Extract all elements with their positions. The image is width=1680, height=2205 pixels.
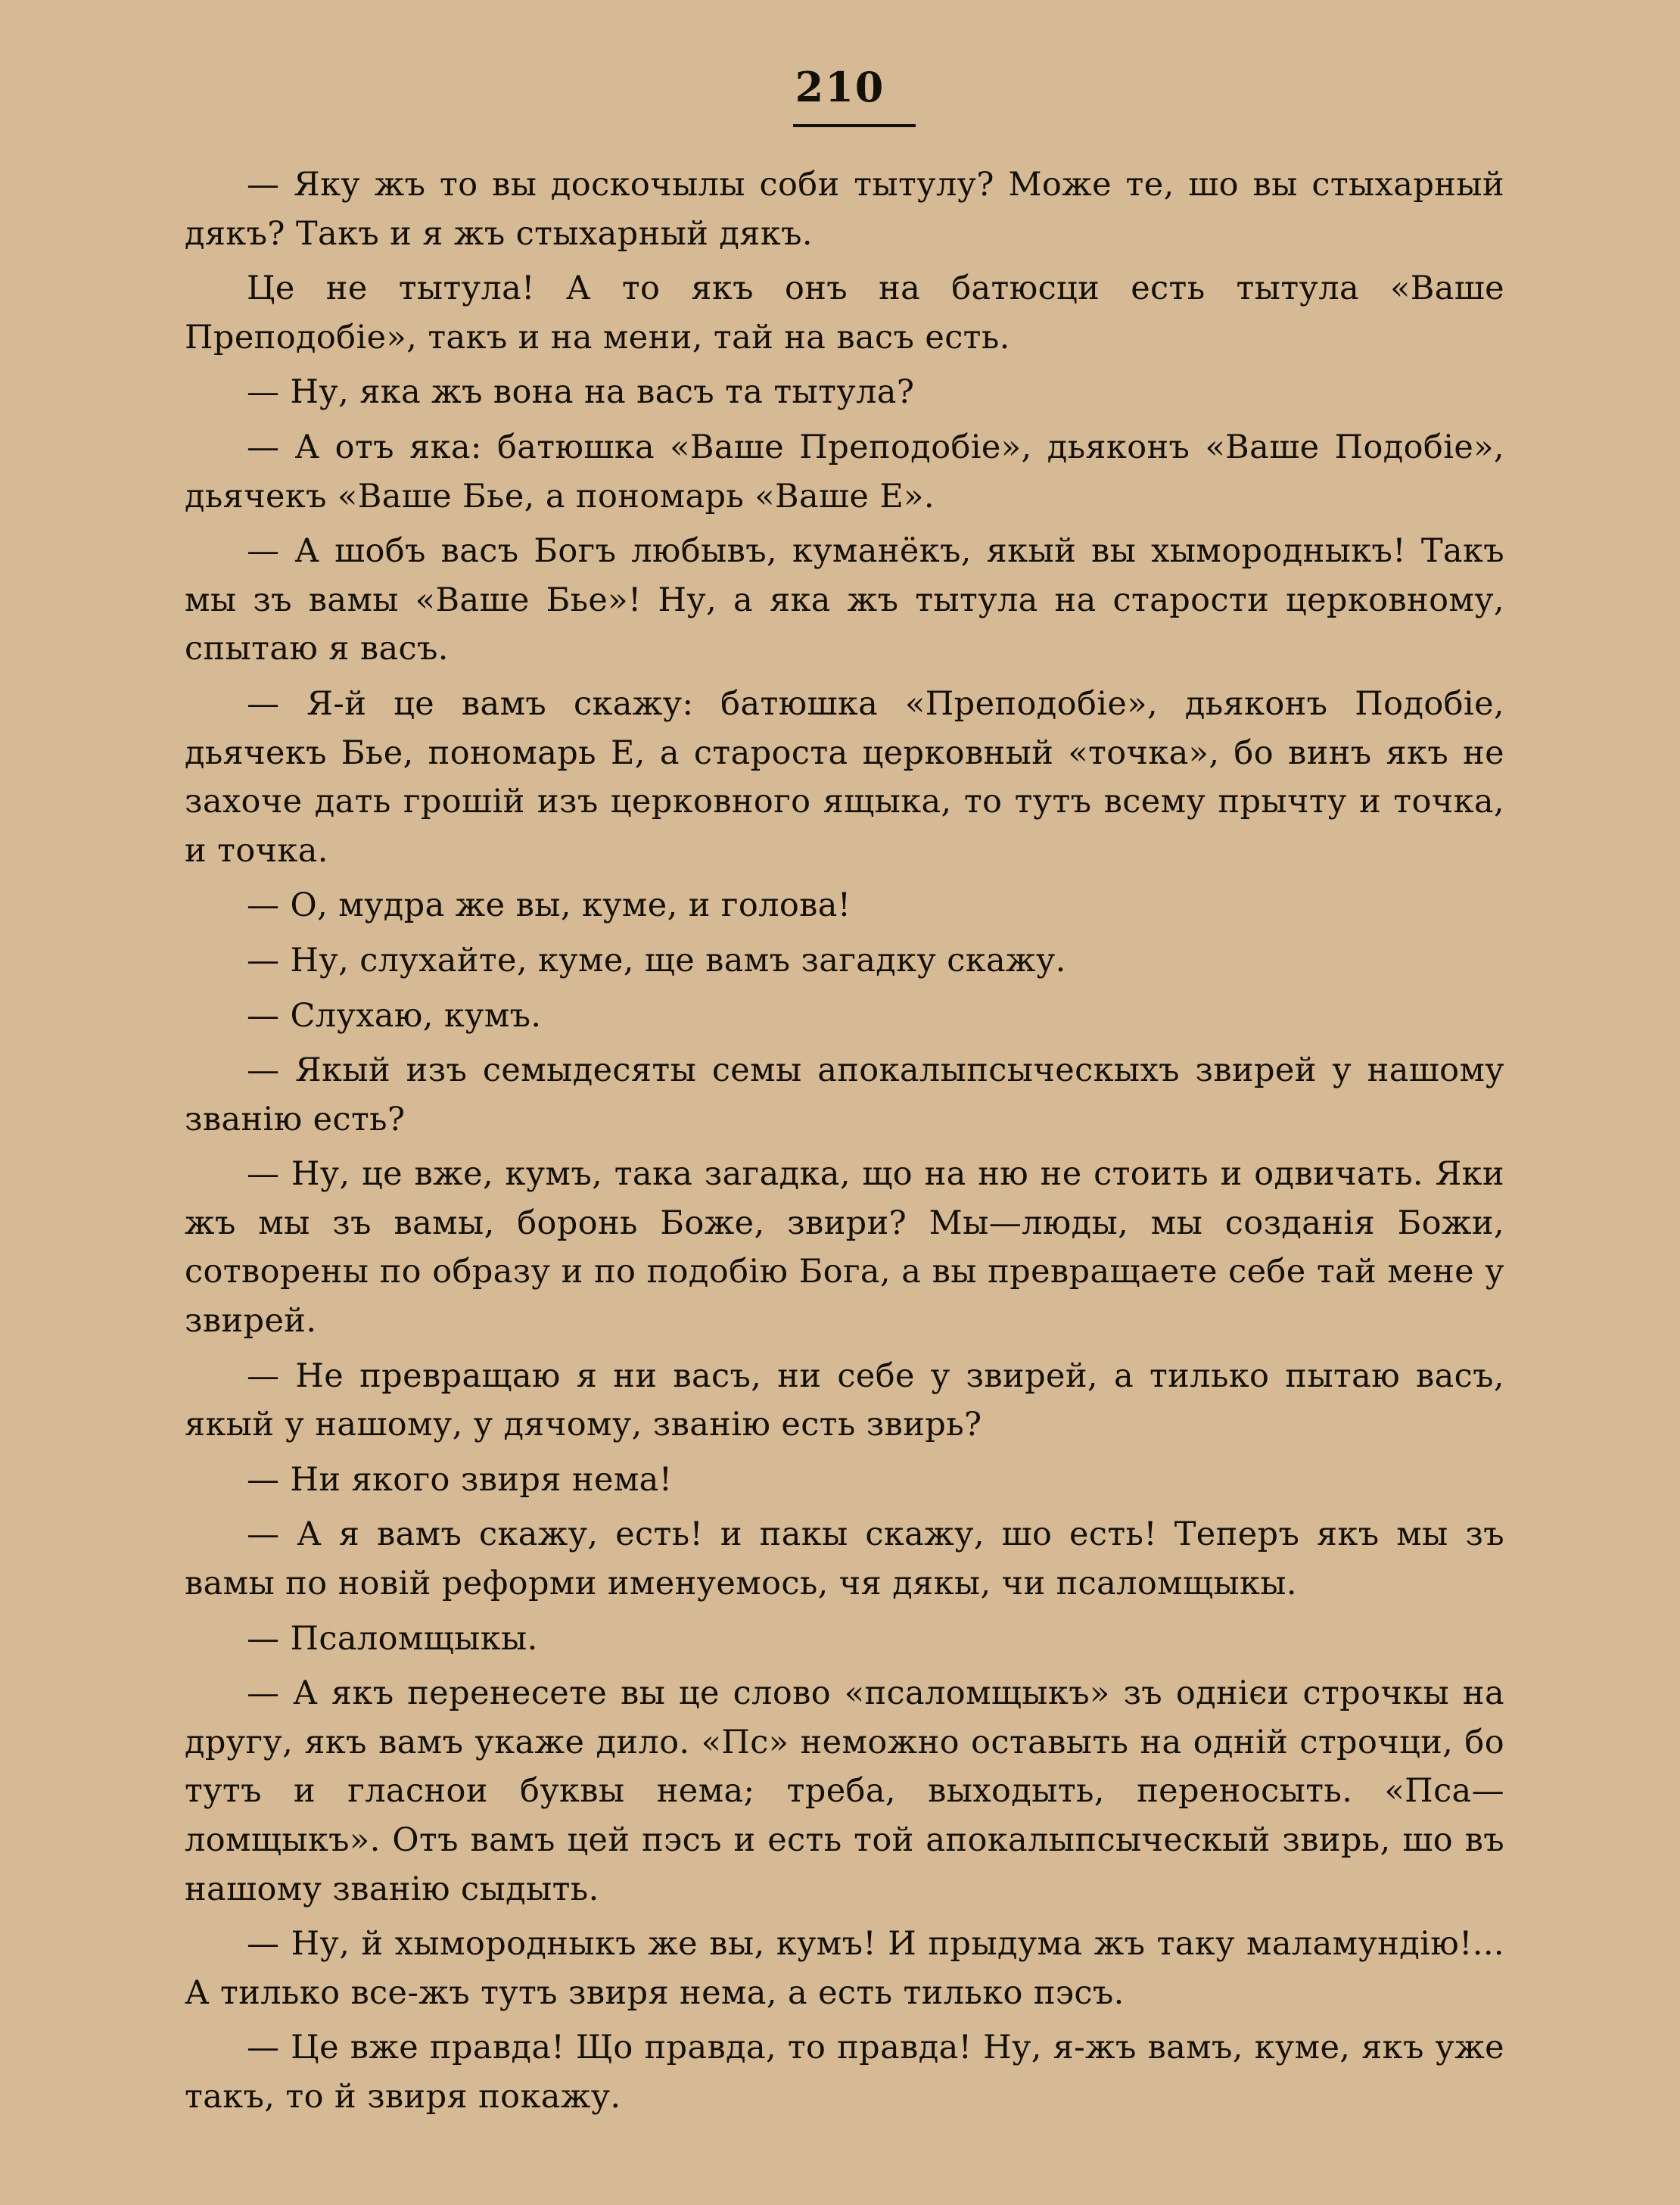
- paragraph-11: — Ну, це вже, кумъ, така загадка, що на ню не стоить и одвичать. Яки жъ мы зъ вамы, боронь Боже, звири? Мы—люды, мы созданія Божи, сотворены по образу и по подобію Бога, а вы превращаете себе тай мене у звирей.: [185, 1155, 1504, 1341]
- paragraph-5: — А шобъ васъ Богъ любывъ, куманёкъ, якый вы хымородныкъ! Такъ мы зъ вамы «Ваше Бье»! Ну, а яка жъ тытула на старости церковному, спытаю я васъ.: [185, 532, 1504, 668]
- paragraph-3: — Ну, яка жъ вона на васъ та тытула?: [247, 373, 915, 412]
- page-number-underline: [793, 124, 916, 127]
- paragraph-10: — Якый изъ семыдесяты семы апокалыпсыческыхъ звирей у нашому званію есть?: [185, 1051, 1504, 1138]
- paragraph-8: — Ну, слухайте, куме, ще вамъ загадку скажу.: [247, 941, 1066, 979]
- page-number: 210: [795, 63, 885, 111]
- paragraph-18: — Це вже правда! Що правда, то правда! Ну, я-жъ вамъ, куме, якъ уже такъ, то й звиря покажу.: [185, 2029, 1504, 2116]
- paragraph-12: — Не превращаю я ни васъ, ни себе у звирей, а тилько пытаю васъ, якый у нашому, у дячому, званію есть звирь?: [185, 1356, 1504, 1444]
- paragraph-9: — Слухаю, кумъ.: [247, 996, 542, 1035]
- paragraph-7: — О, мудра же вы, куме, и голова!: [247, 886, 851, 925]
- paragraph-4: — А отъ яка: батюшка «Ваше Преподобіе», дьяконъ «Ваше Подобіе», дьячекъ «Ваше Бье, а пономарь «Ваше Е».: [185, 428, 1504, 515]
- paragraph-6: — Я-й це вамъ скажу: батюшка «Преподобіе», дьяконъ Подобіе, дьячекъ Бье, пономарь Е, а староста церковный «точка», бо винъ якъ не захоче дать грошій изъ церковного ящыка, то тутъ всему прычту и точка, и точка.: [185, 684, 1504, 870]
- paragraph-17: — Ну, й хымородныкъ же вы, кумъ! И прыдума жъ таку маламундію!... А тилько все-жъ тутъ звиря нема, а есть тилько пэсъ.: [185, 1925, 1504, 2012]
- paragraph-16: — А якъ перенесете вы це слово «псаломщыкъ» зъ однієи строчкы на другу, якъ вамъ укаже дило. «Пс» неможно оставыть на одній строчци, бо тутъ и гласнои буквы нема; треба, выходыть, переносыть. «Пса—ломщыкъ». Отъ вамъ цей пэсъ и есть той апокалыпсыческый звирь, шо въ нашому званію сыдыть.: [185, 1674, 1504, 1908]
- text-body: [185, 160, 1504, 2128]
- paragraph-15: — Псаломщыкы.: [247, 1619, 538, 1658]
- paragraph-13: — Ни якого звиря нема!: [247, 1460, 673, 1499]
- paragraph-14: — А я вамъ скажу, есть! и пакы скажу, шо есть! Теперъ якъ мы зъ вамы по новій реформи именуемось, чя дякы, чи псаломщыкы.: [185, 1515, 1504, 1603]
- paragraph-1: — Яку жъ то вы доскочылы соби тытулу? Може те, шо вы стыхарный дякъ? Такъ и я жъ стыхарный дякъ.: [185, 166, 1504, 253]
- paragraph-2: Це не тытула! А то якъ онъ на батюсци есть тытула «Ваше Преподобіе», такъ и на мени, тай на васъ есть.: [185, 269, 1504, 357]
